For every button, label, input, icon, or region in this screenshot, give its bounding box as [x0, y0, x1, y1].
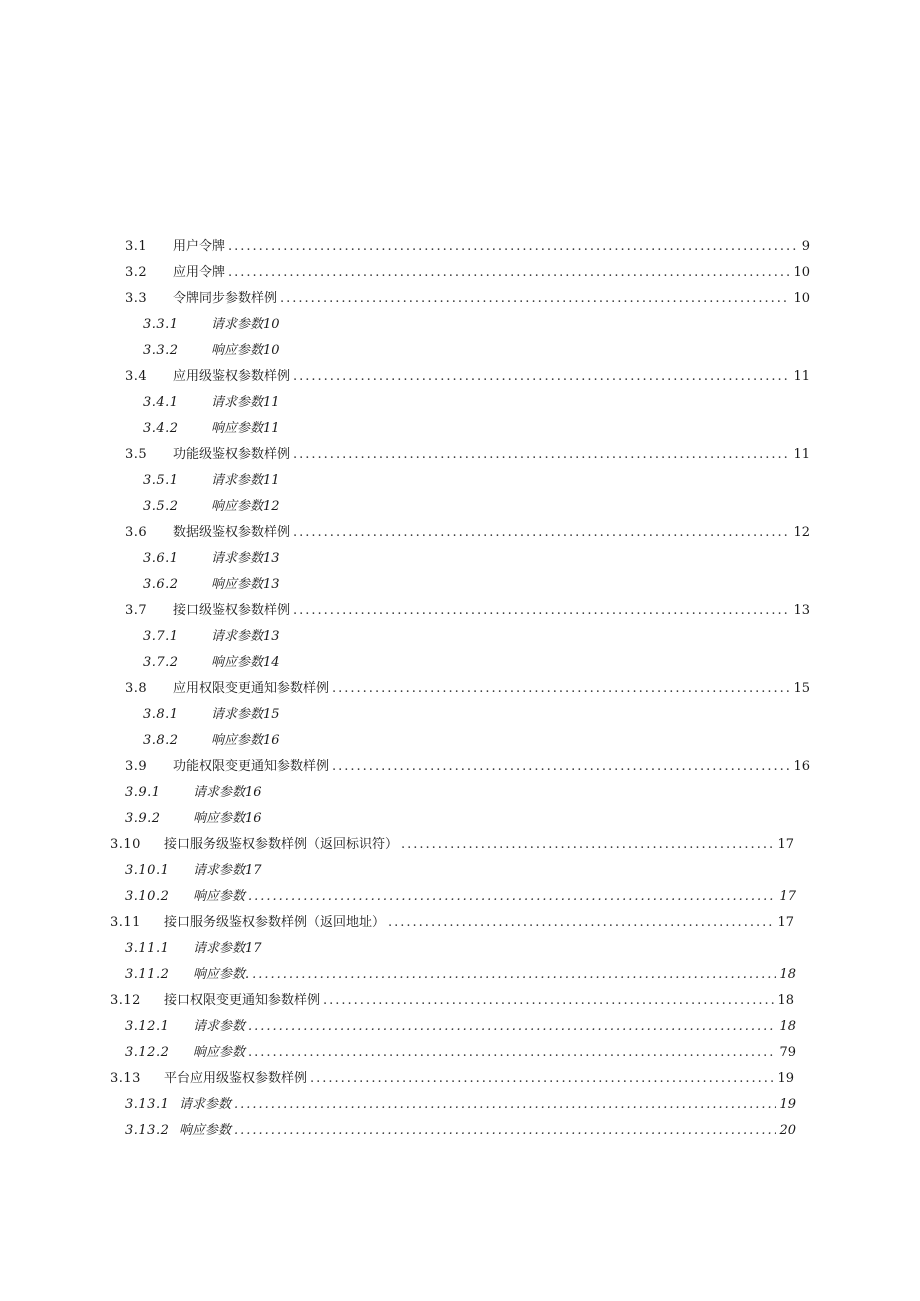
toc-subentry[interactable] [125, 808, 525, 830]
toc-page-number: 79 [779, 1045, 796, 1060]
toc-title: 接口权限变更通知参数样例 [164, 993, 321, 1008]
toc-number: 3.1 [125, 239, 148, 254]
toc-number: 3.6 [125, 525, 148, 540]
toc-entry[interactable] [110, 834, 794, 856]
toc-title: 响应参数 [193, 889, 246, 904]
toc-number: 3.6.2 [143, 577, 179, 592]
toc-page-number: 18 [779, 1019, 796, 1034]
toc-number: 3.4.1 [143, 395, 179, 410]
toc-entry[interactable] [125, 522, 810, 544]
toc-leader-dots [323, 990, 774, 1012]
toc-page-number: 10 [793, 265, 810, 280]
toc-number: 3.12 [110, 993, 141, 1008]
toc-leader-dots [280, 288, 790, 310]
toc-leader-dots [310, 1068, 774, 1090]
toc-number: 3.4.2 [143, 421, 179, 436]
toc-title: 响应参数10 [211, 343, 280, 358]
toc-page-number: 9 [801, 239, 810, 254]
toc-title: 用户令牌 [173, 239, 226, 254]
toc-title: 应用权限变更通知参数样例 [173, 681, 330, 696]
toc-page-number: 20 [779, 1123, 796, 1138]
toc-title: 响应参数14 [211, 655, 280, 670]
toc-subentry[interactable] [143, 340, 543, 362]
toc-title: 令牌同步参数样例 [173, 291, 278, 306]
toc-title: 应用令牌 [173, 265, 226, 280]
toc-subentry[interactable] [143, 730, 543, 752]
toc-leader-dots [252, 964, 776, 986]
toc-number: 3.4 [125, 369, 148, 384]
toc-number: 3.3.1 [143, 317, 179, 332]
toc-title: 请求参数 [179, 1097, 232, 1112]
toc-title: 请求参数15 [211, 707, 280, 722]
toc-subentry[interactable] [143, 652, 543, 674]
toc-page-number: 19 [779, 1097, 796, 1112]
toc-entry[interactable] [125, 236, 810, 258]
toc-leader-dots [388, 912, 774, 934]
toc-entry[interactable] [110, 912, 794, 934]
toc-leader-dots [248, 1016, 776, 1038]
toc-number: 3.10.1 [125, 863, 170, 878]
toc-title: 请求参数16 [193, 785, 262, 800]
toc-leader-dots [228, 262, 790, 284]
toc-title: 响应参数12 [211, 499, 280, 514]
toc-title: 接口服务级鉴权参数样例（返回标识符） [164, 837, 399, 852]
toc-number: 3.5 [125, 447, 148, 462]
toc-title: 请求参数 [193, 1019, 246, 1034]
toc-subentry[interactable] [143, 314, 543, 336]
toc-page-number: 18 [777, 993, 794, 1008]
toc-title: 平台应用级鉴权参数样例 [164, 1071, 308, 1086]
toc-entry[interactable] [125, 600, 810, 622]
toc-title: 请求参数17 [193, 863, 262, 878]
toc-subentry[interactable] [125, 1016, 796, 1038]
toc-title: 响应参数11 [211, 421, 280, 436]
toc-leader-dots [248, 886, 776, 908]
toc-number: 3.11 [110, 915, 141, 930]
toc-number: 3.5.2 [143, 499, 179, 514]
toc-title: 请求参数17 [193, 941, 262, 956]
toc-number: 3.5.1 [143, 473, 179, 488]
toc-title: 功能权限变更通知参数样例 [173, 759, 330, 774]
toc-number: 3.6.1 [143, 551, 179, 566]
toc-page-number: 17 [779, 889, 796, 904]
toc-subentry[interactable] [125, 860, 525, 882]
toc-title: 响应参数13 [211, 577, 280, 592]
toc-subentry[interactable] [125, 886, 796, 908]
toc-number: 3.12.2 [125, 1045, 170, 1060]
toc-page-number: 12 [793, 525, 810, 540]
toc-leader-dots [293, 444, 790, 466]
toc-leader-dots [234, 1094, 776, 1116]
toc-page-number: 11 [793, 369, 810, 384]
toc-subentry[interactable] [125, 938, 525, 960]
toc-page-number: 17 [777, 837, 794, 852]
toc-number: 3.3 [125, 291, 148, 306]
toc-page-number: 16 [793, 759, 810, 774]
toc-subentry[interactable] [125, 964, 796, 986]
toc-page-number: 11 [793, 447, 810, 462]
toc-leader-dots [293, 366, 790, 388]
toc-title: 响应参数16 [211, 733, 280, 748]
toc-title: 接口级鉴权参数样例 [173, 603, 291, 618]
toc-number: 3.7.1 [143, 629, 179, 644]
toc-subentry[interactable] [143, 548, 543, 570]
toc-title: 请求参数13 [211, 551, 280, 566]
toc-title: 接口服务级鉴权参数样例（返回地址） [164, 915, 386, 930]
toc-number: 3.9.1 [125, 785, 161, 800]
toc-title: 数据级鉴权参数样例 [173, 525, 291, 540]
toc-page-number: 18 [779, 967, 796, 982]
toc-subentry[interactable] [125, 1094, 796, 1116]
toc-page-number: 17 [777, 915, 794, 930]
toc-subentry[interactable] [143, 418, 543, 440]
toc-title: 响应参数 [179, 1123, 232, 1138]
toc-leader-dots [293, 522, 790, 544]
toc-leader-dots [401, 834, 774, 856]
toc-number: 3.12.1 [125, 1019, 170, 1034]
toc-title: 请求参数11 [211, 473, 280, 488]
toc-leader-dots [248, 1042, 776, 1064]
toc-page-number: 13 [793, 603, 810, 618]
toc-title: 响应参数16 [193, 811, 262, 826]
toc-subentry[interactable] [143, 626, 543, 648]
toc-page-number: 19 [777, 1071, 794, 1086]
toc-subentry[interactable] [125, 1120, 796, 1142]
toc-title: 请求参数13 [211, 629, 280, 644]
toc-leader-dots [332, 678, 790, 700]
toc-subentry[interactable] [125, 1042, 796, 1064]
toc-entry[interactable] [125, 444, 810, 466]
toc-subentry[interactable] [143, 574, 543, 596]
toc-number: 3.7.2 [143, 655, 179, 670]
toc-title: 请求参数11 [211, 395, 280, 410]
toc-subentry[interactable] [125, 782, 525, 804]
toc-entry[interactable] [110, 990, 794, 1012]
toc-title: 功能级鉴权参数样例 [173, 447, 291, 462]
toc-number: 3.8 [125, 681, 148, 696]
toc-subentry[interactable] [143, 392, 543, 414]
toc-entry[interactable] [110, 1068, 794, 1090]
toc-leader-dots [293, 600, 790, 622]
toc-subentry[interactable] [143, 496, 543, 518]
toc-number: 3.3.2 [143, 343, 179, 358]
toc-number: 3.9 [125, 759, 148, 774]
toc-number: 3.7 [125, 603, 148, 618]
toc-number: 3.10.2 [125, 889, 170, 904]
toc-number: 3.8.2 [143, 733, 179, 748]
toc-leader-dots [228, 236, 799, 258]
toc-entry[interactable] [125, 262, 810, 284]
toc-title: 响应参数. [193, 967, 250, 982]
toc-number: 3.9.2 [125, 811, 161, 826]
toc-page-number: 15 [793, 681, 810, 696]
toc-number: 3.13.1 [125, 1097, 170, 1112]
toc-entry[interactable] [125, 756, 810, 778]
toc-subentry[interactable] [143, 470, 543, 492]
toc-subentry[interactable] [143, 704, 543, 726]
toc-leader-dots [234, 1120, 776, 1142]
toc-number: 3.11.1 [125, 941, 170, 956]
toc-title: 请求参数10 [211, 317, 280, 332]
toc-number: 3.2 [125, 265, 148, 280]
toc-number: 3.8.1 [143, 707, 179, 722]
toc-entry[interactable] [125, 366, 810, 388]
toc-entry[interactable] [125, 288, 810, 310]
toc-title: 晌应参数 [193, 1045, 246, 1060]
toc-title: 应用级鉴权参数样例 [173, 369, 291, 384]
toc-number: 3.13 [110, 1071, 141, 1086]
toc-leader-dots [332, 756, 790, 778]
toc-entry[interactable] [125, 678, 810, 700]
toc-number: 3.11.2 [125, 967, 170, 982]
toc-number: 3.13.2 [125, 1123, 170, 1138]
toc-page-number: 10 [793, 291, 810, 306]
toc-number: 3.10 [110, 837, 141, 852]
